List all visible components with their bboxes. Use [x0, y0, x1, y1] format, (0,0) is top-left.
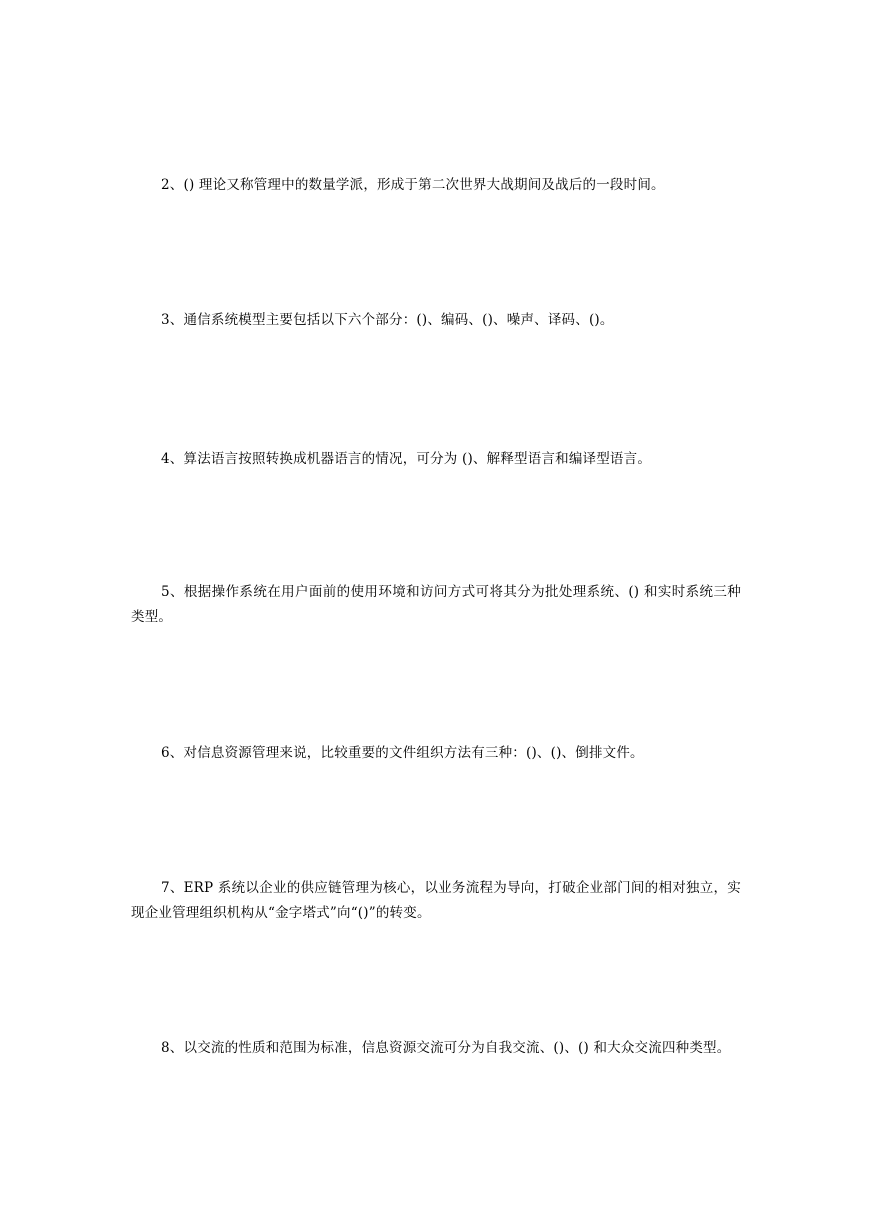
question-3: 3、通信系统模型主要包括以下六个部分：()、编码、()、噪声、译码、()。	[161, 312, 614, 328]
question-5: 5、根据操作系统在用户面前的使用环境和访问方式可将其分为批处理系统、() 和实时系统三种类型。	[131, 584, 741, 625]
question-4: 4、算法语言按照转换成机器语言的情况，可分为 ()、解释型语言和编译型语言。	[161, 451, 652, 467]
question-2: 2、() 理论又称管理中的数量学派，形成于第二次世界大战期间及战后的一段时间。	[161, 177, 665, 193]
question-8: 8、以交流的性质和范围为标准，信息资源交流可分为自我交流、()、() 和大众交流四种类型。	[161, 1040, 731, 1056]
question-7: 7、ERP 系统以企业的供应链管理为核心，以业务流程为导向，打破企业部门间的相对独立，实现企业管理组织机构从“金字塔式”向“()”的转变。	[131, 880, 741, 921]
question-6: 6、对信息资源管理来说，比较重要的文件组织方法有三种：()、()、倒排文件。	[161, 745, 644, 761]
